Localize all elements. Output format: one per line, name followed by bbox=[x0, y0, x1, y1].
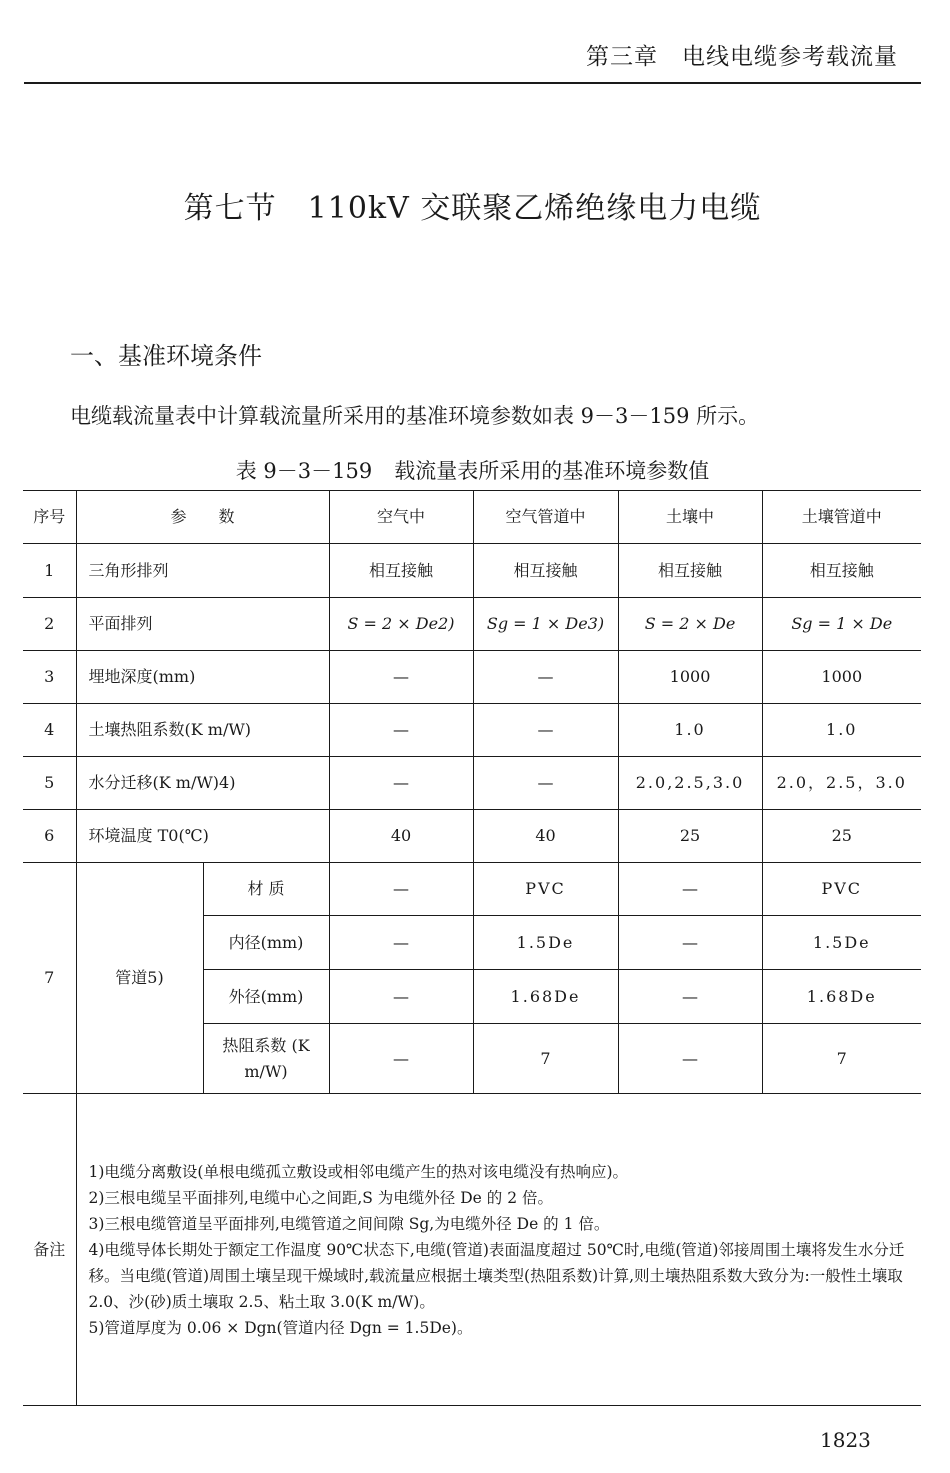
row-param: 土壤热阻系数(K m/W) bbox=[76, 704, 329, 757]
table-row bbox=[23, 598, 921, 651]
cell-soil-pipe: 7 bbox=[762, 1024, 921, 1094]
cell-air-pipe: 1.68De bbox=[473, 970, 618, 1024]
cell-air-pipe: — bbox=[473, 704, 618, 757]
remark-note: 4)电缆导体长期处于额定工作温度 90℃状态下,电缆(管道)表面温度超过 50℃时,电缆(管道)邻接周围土壤将发生水分迁移。当电缆(管道)周围土壤呈现干燥域时,载流量应根据土壤类型(热阻系数)计算,则土壤热阻系数大致分为:一般性土壤取 2.0、沙(砂)质土壤取 2.5、粘土取 3.0(K m/W)。 bbox=[88, 1240, 905, 1311]
table-row bbox=[23, 544, 921, 598]
row-param: 埋地深度(mm) bbox=[76, 651, 329, 704]
cell-air: 相互接触 bbox=[329, 544, 473, 598]
cell-air: S = 2 × De2) bbox=[329, 598, 473, 651]
pipe-param: 外径(mm) bbox=[203, 970, 329, 1024]
cell-air: — bbox=[329, 704, 473, 757]
pipe-param: 材 质 bbox=[203, 863, 329, 916]
cell-soil: — bbox=[618, 916, 762, 970]
cell-soil-pipe: 1.68De bbox=[762, 970, 921, 1024]
cell-air-pipe: 40 bbox=[473, 810, 618, 863]
cell-air: — bbox=[329, 757, 473, 810]
table-caption-number: 表 9－3－159 bbox=[235, 459, 373, 483]
cell-air-pipe: PVC bbox=[473, 863, 618, 916]
table-caption bbox=[0, 455, 945, 485]
cell-air-pipe: 相互接触 bbox=[473, 544, 618, 598]
table-row bbox=[23, 863, 921, 916]
header-air: 空气中 bbox=[329, 491, 473, 544]
cell-air: — bbox=[329, 651, 473, 704]
row-param: 水分迁移(K m/W)4) bbox=[76, 757, 329, 810]
cell-air: — bbox=[329, 970, 473, 1024]
row-param: 三角形排列 bbox=[76, 544, 329, 598]
parameters-table bbox=[23, 490, 921, 1406]
cell-soil: 25 bbox=[618, 810, 762, 863]
table-row bbox=[23, 651, 921, 704]
table-row bbox=[23, 757, 921, 810]
cell-air: — bbox=[329, 863, 473, 916]
header-soil-pipe: 土壤管道中 bbox=[762, 491, 921, 544]
cell-soil-pipe: 25 bbox=[762, 810, 921, 863]
cell-air: — bbox=[329, 1024, 473, 1094]
remarks-label: 备注 bbox=[23, 1094, 76, 1406]
cell-soil: 2.0,2.5,3.0 bbox=[618, 757, 762, 810]
remark-note: 2)三根电缆呈平面排列,电缆中心之间距,S 为电缆外径 De 的 2 倍。 bbox=[88, 1188, 553, 1207]
row-no: 3 bbox=[23, 651, 76, 704]
remarks-row bbox=[23, 1094, 921, 1406]
cell-soil-pipe: 相互接触 bbox=[762, 544, 921, 598]
subsection-title: 一、基准环境条件 bbox=[70, 342, 262, 370]
row-param: 平面排列 bbox=[76, 598, 329, 651]
row-no: 5 bbox=[23, 757, 76, 810]
header-no: 序号 bbox=[23, 491, 76, 544]
cell-soil: 1000 bbox=[618, 651, 762, 704]
cell-air-pipe: 1.5De bbox=[473, 916, 618, 970]
cell-air-pipe: Sg = 1 × De3) bbox=[473, 598, 618, 651]
row-param: 环境温度 T0(℃) bbox=[76, 810, 329, 863]
remark-note: 3)三根电缆管道呈平面排列,电缆管道之间间隙 Sg,为电缆外径 De 的 1 倍。 bbox=[88, 1214, 610, 1233]
cell-soil-pipe: PVC bbox=[762, 863, 921, 916]
cell-soil: — bbox=[618, 970, 762, 1024]
table-caption-title: 载流量表所采用的基准环境参数值 bbox=[394, 459, 710, 483]
section-title: 第七节 110kV 交联聚乙烯绝缘电力电缆 bbox=[183, 191, 762, 226]
page-number: 1823 bbox=[820, 1428, 871, 1452]
header-param: 参 数 bbox=[76, 491, 329, 544]
cell-soil-pipe: 1000 bbox=[762, 651, 921, 704]
cell-soil-pipe: 1.0 bbox=[762, 704, 921, 757]
table-row bbox=[23, 704, 921, 757]
cell-air: — bbox=[329, 916, 473, 970]
row-no: 2 bbox=[23, 598, 76, 651]
remarks-cell bbox=[76, 1094, 921, 1406]
cell-soil: — bbox=[618, 1024, 762, 1094]
cell-air-pipe: — bbox=[473, 651, 618, 704]
cell-soil-pipe: 1.5De bbox=[762, 916, 921, 970]
cell-soil: S = 2 × De bbox=[618, 598, 762, 651]
header-air-pipe: 空气管道中 bbox=[473, 491, 618, 544]
cell-air-pipe: 7 bbox=[473, 1024, 618, 1094]
cell-soil-pipe: Sg = 1 × De bbox=[762, 598, 921, 651]
cell-soil: — bbox=[618, 863, 762, 916]
pipe-group-no: 7 bbox=[23, 863, 76, 1094]
cell-air: 40 bbox=[329, 810, 473, 863]
intro-paragraph: 电缆载流量表中计算载流量所采用的基准环境参数如表 9－3－159 所示。 bbox=[70, 404, 760, 428]
pipe-group-label: 管道5) bbox=[76, 863, 203, 1094]
row-no: 6 bbox=[23, 810, 76, 863]
header-soil: 土壤中 bbox=[618, 491, 762, 544]
row-no: 4 bbox=[23, 704, 76, 757]
running-header: 第三章 电线电缆参考载流量 bbox=[586, 44, 898, 70]
cell-soil: 相互接触 bbox=[618, 544, 762, 598]
pipe-param: 热阻系数 (K m/W) bbox=[203, 1024, 329, 1094]
remark-note: 5)管道厚度为 0.06 × Dgn(管道内径 Dgn = 1.5De)。 bbox=[88, 1318, 473, 1337]
remark-note: 1)电缆分离敷设(单根电缆孤立敷设或相邻电缆产生的热对该电缆没有热响应)。 bbox=[88, 1162, 629, 1181]
row-no: 1 bbox=[23, 544, 76, 598]
cell-air-pipe: — bbox=[473, 757, 618, 810]
table-row bbox=[23, 810, 921, 863]
cell-soil: 1.0 bbox=[618, 704, 762, 757]
table-header-row bbox=[23, 491, 921, 544]
pipe-param: 内径(mm) bbox=[203, 916, 329, 970]
cell-soil-pipe: 2.0，2.5，3.0 bbox=[762, 757, 921, 810]
header-rule bbox=[24, 82, 921, 84]
